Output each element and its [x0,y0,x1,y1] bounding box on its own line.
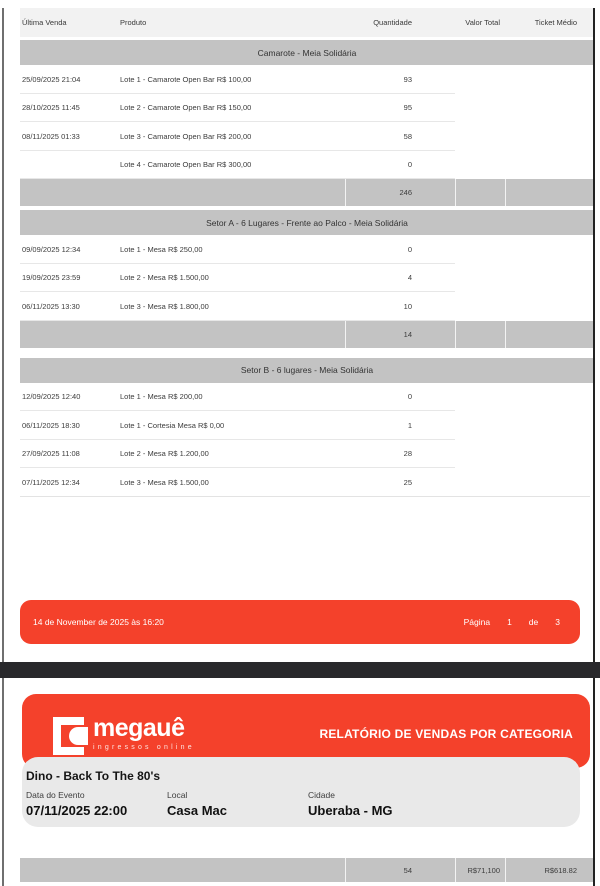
cell-last-sale: 09/09/2025 12:34 [22,244,81,254]
field-value: Casa Mac [167,803,227,818]
cell-quantity: 25 [403,477,412,487]
cell-product: Lote 3 - Mesa R$ 1.500,00 [120,477,209,487]
section-header-setor-b: Setor B - 6 lugares - Meia Solidária [20,358,594,383]
section-header-camarote: Camarote - Meia Solidária [20,40,594,65]
cell-quantity: 28 [403,449,412,459]
section-total-quantity: 246 [345,179,455,206]
col-ticket-medio: Ticket Médio [534,18,577,27]
pagination [464,617,560,627]
cell-quantity: 4 [407,273,412,283]
table-row [20,94,594,123]
cell-quantity: 1 [407,420,412,430]
event-info-card [22,757,580,827]
generated-date: 14 de November de 2025 às 16:20 [33,617,164,627]
cell-product: Lote 2 - Mesa R$ 1.500,00 [120,273,209,283]
cell-last-sale: 19/09/2025 23:59 [22,273,81,283]
cell-product: Lote 2 - Camarote Open Bar R$ 150,00 [120,103,252,113]
col-produto: Produto [120,18,147,27]
section-total-band [20,858,594,882]
cell-last-sale: 27/09/2025 11:08 [22,449,80,459]
cell-last-sale: 25/09/2025 21:04 [22,74,81,84]
cell-product: Lote 2 - Mesa R$ 1.200,00 [120,449,209,459]
event-field-date [26,790,127,818]
total-quantity: 54 [345,858,455,882]
viewer-right-edge [593,8,595,886]
page-current: 1 [507,617,512,627]
table-row [20,122,594,151]
event-field-city [308,790,393,818]
cell-empty [505,321,594,348]
cell-quantity: 0 [407,392,412,402]
brand-tagline: ingressos online [93,744,195,751]
table-row [20,383,594,412]
viewer-left-edge [2,8,4,886]
event-field-venue [167,790,227,818]
cell-product: Lote 1 - Camarote Open Bar R$ 100,00 [120,74,252,84]
cell-quantity: 0 [407,244,412,254]
cell-product: Lote 4 - Camarote Open Bar R$ 300,00 [120,160,252,170]
cell-last-sale: 06/11/2025 18:30 [22,420,80,430]
section-total-band [20,321,594,348]
logo-text [93,716,195,751]
cell-last-sale: 08/11/2025 01:33 [22,131,80,141]
page-total: 3 [555,617,560,627]
megaue-logo [52,716,195,761]
brand-name: megauê [93,714,185,742]
col-ultima-venda: Última Venda [22,18,67,27]
table-row [20,468,594,497]
cell-product: Lote 3 - Mesa R$ 1.800,00 [120,301,209,311]
table-row [20,151,594,180]
page-label: Página [463,617,491,627]
section-total-band [20,179,594,206]
page-separator [0,662,600,678]
field-label: Local [167,790,188,800]
cell-empty [505,179,594,206]
page-of-label: de [528,617,539,627]
cell-product: Lote 1 - Mesa R$ 250,00 [120,244,203,254]
section-total-quantity: 14 [345,321,455,348]
report-title: RELATÓRIO DE VENDAS POR CATEGORIA [319,727,573,741]
cell-quantity: 0 [407,160,412,170]
table-row [20,440,594,469]
cell-last-sale: 28/10/2025 11:45 [22,103,80,113]
cell-quantity: 93 [403,74,412,84]
report-page-1 [20,8,594,497]
cell-quantity: 10 [403,301,412,311]
total-value: R$71,100 [455,858,505,882]
cell-last-sale: 12/09/2025 12:40 [22,392,81,402]
field-value: 07/11/2025 22:00 [26,803,128,818]
field-value: Uberaba - MG [308,803,393,818]
total-avg-ticket: R$618.82 [505,858,594,882]
col-quantidade: Quantidade [373,18,412,27]
cell-product: Lote 1 - Cortesia Mesa R$ 0,00 [120,420,225,430]
event-name: Dino - Back To The 80's [26,769,160,783]
cell-quantity: 95 [403,103,412,113]
cell-last-sale: 06/11/2025 13:30 [22,301,80,311]
cell-last-sale: 07/11/2025 12:34 [22,477,80,487]
megaue-ticket-icon [52,716,89,761]
cell-empty [455,179,505,206]
cell-quantity: 58 [403,131,412,141]
section-header-setor-a: Setor A - 6 Lugares - Frente ao Palco - Meia Solidária [20,210,594,235]
cell-product: Lote 3 - Camarote Open Bar R$ 200,00 [120,131,252,141]
field-label: Data do Evento [26,790,85,800]
report-footer [20,600,580,644]
field-label: Cidade [308,790,335,800]
table-row [20,411,594,440]
table-row [20,264,594,293]
table-row [20,235,594,264]
cell-product: Lote 1 - Mesa R$ 200,00 [120,392,203,402]
table-header-row [20,8,594,37]
cell-empty [455,321,505,348]
table-row [20,65,594,94]
table-row [20,292,594,321]
col-valor-total: Valor Total [465,18,500,27]
